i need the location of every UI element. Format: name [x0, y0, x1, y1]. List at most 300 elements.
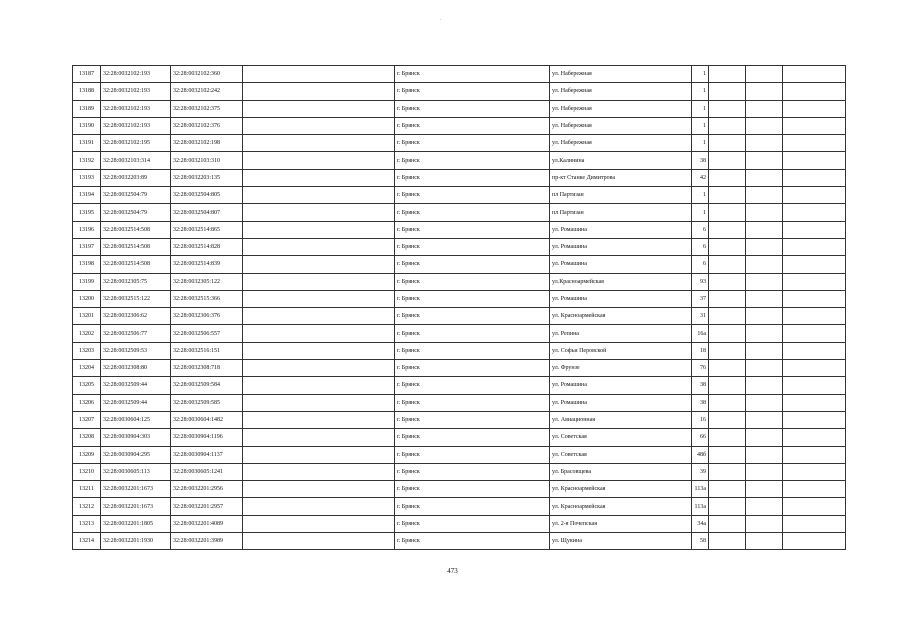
table-row	[73, 377, 846, 394]
house-number-cell: 113а	[692, 498, 709, 515]
cadastral-number-parcel: 32:28:0032102:195	[101, 135, 171, 152]
table-row	[73, 169, 846, 186]
table-row	[73, 463, 846, 480]
row-number: 13190	[73, 117, 101, 134]
empty-cell	[746, 290, 783, 307]
empty-cell	[709, 169, 746, 186]
row-number: 13193	[73, 169, 101, 186]
cadastral-number-object: 32:28:0032201:2956	[171, 481, 243, 498]
house-number-cell: 1	[692, 117, 709, 134]
empty-cell	[243, 463, 395, 480]
empty-cell	[746, 325, 783, 342]
cadastral-number-object: 32:28:0032516:151	[171, 342, 243, 359]
city-cell: г. Брянск	[395, 117, 550, 134]
cadastral-number-parcel: 32:28:0032515:122	[101, 290, 171, 307]
empty-cell	[709, 411, 746, 428]
cadastral-number-parcel: 32:28:0032305:75	[101, 273, 171, 290]
cadastral-number-object: 32:28:0030604:1482	[171, 411, 243, 428]
cadastral-number-object: 32:28:0032515:366	[171, 290, 243, 307]
empty-cell	[746, 152, 783, 169]
house-number-cell: 58	[692, 533, 709, 550]
empty-cell	[783, 204, 846, 221]
empty-cell	[709, 308, 746, 325]
empty-cell	[746, 117, 783, 134]
empty-cell	[709, 66, 746, 83]
street-cell: ул. Ромашина	[550, 256, 692, 273]
house-number-cell: 6	[692, 221, 709, 238]
empty-cell	[746, 411, 783, 428]
street-cell: ул. Красноармейская	[550, 308, 692, 325]
table-row	[73, 360, 846, 377]
table-row	[73, 135, 846, 152]
empty-cell	[243, 187, 395, 204]
cadastral-number-parcel: 32:28:0032201:1673	[101, 481, 171, 498]
empty-cell	[783, 66, 846, 83]
page-number: 473	[447, 567, 458, 575]
street-cell: ул. Набережная	[550, 117, 692, 134]
empty-cell	[709, 100, 746, 117]
cadastral-number-parcel: 32:28:0032102:193	[101, 66, 171, 83]
empty-cell	[709, 481, 746, 498]
cadastral-number-object: 32:28:0032306:376	[171, 308, 243, 325]
row-number: 13202	[73, 325, 101, 342]
city-cell: г. Брянск	[395, 308, 550, 325]
house-number-cell: 6	[692, 256, 709, 273]
street-cell: ул. Ромашина	[550, 238, 692, 255]
table-row	[73, 308, 846, 325]
street-cell: ул. Красноармейская	[550, 498, 692, 515]
cadastral-number-parcel: 32:28:0032201:1805	[101, 515, 171, 532]
empty-cell	[746, 135, 783, 152]
empty-cell	[783, 256, 846, 273]
row-number: 13206	[73, 394, 101, 411]
row-number: 13212	[73, 498, 101, 515]
empty-cell	[709, 342, 746, 359]
house-number-cell: 34а	[692, 515, 709, 532]
table-row	[73, 204, 846, 221]
house-number-cell: 38	[692, 152, 709, 169]
house-number-cell: 38	[692, 394, 709, 411]
top-mark: .	[440, 16, 442, 22]
street-cell: ул. Авиационная	[550, 411, 692, 428]
table-row	[73, 481, 846, 498]
registry-table	[72, 65, 846, 550]
street-cell: ул. Щукина	[550, 533, 692, 550]
city-cell: г. Брянск	[395, 66, 550, 83]
city-cell: г. Брянск	[395, 290, 550, 307]
cadastral-number-object: 32:28:0032102:198	[171, 135, 243, 152]
row-number: 13188	[73, 83, 101, 100]
empty-cell	[746, 533, 783, 550]
empty-cell	[746, 446, 783, 463]
empty-cell	[243, 135, 395, 152]
empty-cell	[709, 533, 746, 550]
empty-cell	[243, 325, 395, 342]
house-number-cell: 18	[692, 342, 709, 359]
row-number: 13209	[73, 446, 101, 463]
city-cell: г. Брянск	[395, 342, 550, 359]
empty-cell	[746, 221, 783, 238]
house-number-cell: 6	[692, 238, 709, 255]
empty-cell	[243, 83, 395, 100]
cadastral-number-object: 32:28:0032201:3989	[171, 533, 243, 550]
row-number: 13187	[73, 66, 101, 83]
row-number: 13197	[73, 238, 101, 255]
empty-cell	[709, 463, 746, 480]
cadastral-number-parcel: 32:28:0032509:44	[101, 377, 171, 394]
city-cell: г. Брянск	[395, 238, 550, 255]
city-cell: г. Брянск	[395, 394, 550, 411]
cadastral-number-object: 32:28:0032102:360	[171, 66, 243, 83]
empty-cell	[709, 429, 746, 446]
row-number: 13192	[73, 152, 101, 169]
empty-cell	[783, 273, 846, 290]
cadastral-number-parcel: 32:28:0032306:62	[101, 308, 171, 325]
house-number-cell: 93	[692, 273, 709, 290]
house-number-cell: 37	[692, 290, 709, 307]
street-cell: ул. Ромашина	[550, 290, 692, 307]
street-cell: ул. Набережная	[550, 135, 692, 152]
cadastral-number-object: 32:28:0032102:242	[171, 83, 243, 100]
city-cell: г. Брянск	[395, 481, 550, 498]
empty-cell	[243, 117, 395, 134]
empty-cell	[709, 515, 746, 532]
empty-cell	[709, 238, 746, 255]
house-number-cell: 42	[692, 169, 709, 186]
row-number: 13195	[73, 204, 101, 221]
house-number-cell: 1	[692, 100, 709, 117]
empty-cell	[243, 446, 395, 463]
city-cell: г. Брянск	[395, 256, 550, 273]
street-cell: ул. Брасовщева	[550, 463, 692, 480]
empty-cell	[783, 481, 846, 498]
empty-cell	[783, 187, 846, 204]
empty-cell	[243, 481, 395, 498]
empty-cell	[783, 169, 846, 186]
empty-cell	[783, 360, 846, 377]
city-cell: г. Брянск	[395, 273, 550, 290]
cadastral-number-parcel: 32:28:0032308:80	[101, 360, 171, 377]
table-row	[73, 411, 846, 428]
empty-cell	[243, 394, 395, 411]
empty-cell	[746, 377, 783, 394]
city-cell: г. Брянск	[395, 498, 550, 515]
empty-cell	[709, 135, 746, 152]
street-cell: ул. Красноармейская	[550, 481, 692, 498]
empty-cell	[783, 83, 846, 100]
empty-cell	[709, 394, 746, 411]
cadastral-number-object: 32:28:0032504:807	[171, 204, 243, 221]
empty-cell	[783, 463, 846, 480]
street-cell: ул. 2-я Почепская	[550, 515, 692, 532]
empty-cell	[709, 117, 746, 134]
empty-cell	[746, 204, 783, 221]
empty-cell	[746, 394, 783, 411]
empty-cell	[746, 169, 783, 186]
table-row	[73, 238, 846, 255]
empty-cell	[746, 66, 783, 83]
cadastral-number-object: 32:28:0032103:310	[171, 152, 243, 169]
cadastral-number-parcel: 32:28:0032201:1673	[101, 498, 171, 515]
street-cell: пр-кт Станке Димитрова	[550, 169, 692, 186]
house-number-cell: 48б	[692, 446, 709, 463]
empty-cell	[783, 515, 846, 532]
cadastral-number-object: 32:28:0032201:4089	[171, 515, 243, 532]
empty-cell	[709, 290, 746, 307]
house-number-cell: 38	[692, 377, 709, 394]
city-cell: г. Брянск	[395, 204, 550, 221]
empty-cell	[243, 411, 395, 428]
empty-cell	[783, 117, 846, 134]
empty-cell	[746, 498, 783, 515]
empty-cell	[746, 308, 783, 325]
empty-cell	[746, 481, 783, 498]
house-number-cell: 76	[692, 360, 709, 377]
empty-cell	[243, 204, 395, 221]
empty-cell	[783, 135, 846, 152]
empty-cell	[243, 515, 395, 532]
street-cell: пл Партизан	[550, 187, 692, 204]
empty-cell	[709, 446, 746, 463]
empty-cell	[709, 360, 746, 377]
cadastral-number-parcel: 32:28:0032504:79	[101, 204, 171, 221]
city-cell: г. Брянск	[395, 187, 550, 204]
street-cell: ул.Красноармейская	[550, 273, 692, 290]
cadastral-number-object: 32:28:0032514:865	[171, 221, 243, 238]
table-row	[73, 83, 846, 100]
table-row	[73, 498, 846, 515]
house-number-cell: 1	[692, 204, 709, 221]
table-row	[73, 325, 846, 342]
cadastral-number-parcel: 32:28:0032514:508	[101, 238, 171, 255]
empty-cell	[243, 169, 395, 186]
empty-cell	[709, 498, 746, 515]
city-cell: г. Брянск	[395, 100, 550, 117]
row-number: 13191	[73, 135, 101, 152]
table-body	[73, 66, 846, 550]
table-row	[73, 100, 846, 117]
row-number: 13213	[73, 515, 101, 532]
cadastral-number-object: 32:28:0032102:376	[171, 117, 243, 134]
empty-cell	[709, 187, 746, 204]
empty-cell	[243, 66, 395, 83]
empty-cell	[243, 273, 395, 290]
empty-cell	[746, 429, 783, 446]
empty-cell	[243, 290, 395, 307]
house-number-cell: 1	[692, 66, 709, 83]
empty-cell	[783, 411, 846, 428]
empty-cell	[746, 100, 783, 117]
empty-cell	[783, 308, 846, 325]
empty-cell	[746, 360, 783, 377]
empty-cell	[783, 498, 846, 515]
empty-cell	[243, 238, 395, 255]
empty-cell	[746, 342, 783, 359]
empty-cell	[746, 187, 783, 204]
cadastral-number-parcel: 32:28:0032102:193	[101, 83, 171, 100]
empty-cell	[783, 325, 846, 342]
cadastral-number-parcel: 32:28:0032504:79	[101, 187, 171, 204]
house-number-cell: 66	[692, 429, 709, 446]
street-cell: ул. Советская	[550, 429, 692, 446]
table-row	[73, 394, 846, 411]
city-cell: г. Брянск	[395, 446, 550, 463]
city-cell: г. Брянск	[395, 515, 550, 532]
row-number: 13207	[73, 411, 101, 428]
city-cell: г. Брянск	[395, 533, 550, 550]
cadastral-number-parcel: 32:28:0032103:314	[101, 152, 171, 169]
empty-cell	[243, 256, 395, 273]
street-cell: ул.Калинина	[550, 152, 692, 169]
cadastral-number-object: 32:28:0032514:828	[171, 238, 243, 255]
cadastral-number-parcel: 32:28:0030904:303	[101, 429, 171, 446]
cadastral-number-object: 32:28:0030605:1241	[171, 463, 243, 480]
table-row	[73, 429, 846, 446]
empty-cell	[783, 394, 846, 411]
row-number: 13199	[73, 273, 101, 290]
cadastral-number-object: 32:28:0032203:135	[171, 169, 243, 186]
empty-cell	[746, 515, 783, 532]
table-row	[73, 446, 846, 463]
empty-cell	[783, 429, 846, 446]
house-number-cell: 1	[692, 135, 709, 152]
street-cell: ул. Ромашина	[550, 394, 692, 411]
street-cell: ул. Фрунзе	[550, 360, 692, 377]
city-cell: г. Брянск	[395, 360, 550, 377]
street-cell: ул. Советская	[550, 446, 692, 463]
cadastral-number-parcel: 32:28:0032506:77	[101, 325, 171, 342]
empty-cell	[709, 221, 746, 238]
street-cell: ул. Ромашина	[550, 377, 692, 394]
empty-cell	[709, 377, 746, 394]
street-cell: ул. Набережная	[550, 66, 692, 83]
city-cell: г. Брянск	[395, 325, 550, 342]
cadastral-number-parcel: 32:28:0032514:508	[101, 256, 171, 273]
table-row	[73, 187, 846, 204]
cadastral-number-object: 32:28:0032305:122	[171, 273, 243, 290]
cadastral-number-object: 32:28:0032102:375	[171, 100, 243, 117]
row-number: 13208	[73, 429, 101, 446]
empty-cell	[709, 152, 746, 169]
empty-cell	[243, 377, 395, 394]
cadastral-number-object: 32:28:0032509:584	[171, 377, 243, 394]
table-row	[73, 515, 846, 532]
house-number-cell: 39	[692, 463, 709, 480]
table-row	[73, 273, 846, 290]
city-cell: г. Брянск	[395, 463, 550, 480]
empty-cell	[243, 221, 395, 238]
table-row	[73, 256, 846, 273]
table-row	[73, 221, 846, 238]
cadastral-number-object: 32:28:0032506:557	[171, 325, 243, 342]
cadastral-number-parcel: 32:28:0030904:295	[101, 446, 171, 463]
row-number: 13196	[73, 221, 101, 238]
empty-cell	[783, 290, 846, 307]
city-cell: г. Брянск	[395, 169, 550, 186]
table-row	[73, 290, 846, 307]
empty-cell	[243, 152, 395, 169]
house-number-cell: 1	[692, 83, 709, 100]
empty-cell	[243, 342, 395, 359]
city-cell: г. Брянск	[395, 411, 550, 428]
row-number: 13201	[73, 308, 101, 325]
empty-cell	[746, 463, 783, 480]
empty-cell	[243, 498, 395, 515]
cadastral-number-object: 32:28:0030904:1196	[171, 429, 243, 446]
house-number-cell: 31	[692, 308, 709, 325]
house-number-cell: 16а	[692, 325, 709, 342]
house-number-cell: 113а	[692, 481, 709, 498]
empty-cell	[709, 204, 746, 221]
city-cell: г. Брянск	[395, 152, 550, 169]
empty-cell	[783, 100, 846, 117]
table-row	[73, 342, 846, 359]
city-cell: г. Брянск	[395, 377, 550, 394]
empty-cell	[783, 238, 846, 255]
empty-cell	[709, 256, 746, 273]
cadastral-number-object: 32:28:0032504:805	[171, 187, 243, 204]
empty-cell	[746, 256, 783, 273]
cadastral-number-object: 32:28:0032514:839	[171, 256, 243, 273]
table-row	[73, 66, 846, 83]
cadastral-number-object: 32:28:0032509:585	[171, 394, 243, 411]
row-number: 13214	[73, 533, 101, 550]
cadastral-number-parcel: 32:28:0030604:125	[101, 411, 171, 428]
street-cell: ул. Софьи Перовской	[550, 342, 692, 359]
table-row	[73, 152, 846, 169]
city-cell: г. Брянск	[395, 83, 550, 100]
table-row	[73, 533, 846, 550]
row-number: 13203	[73, 342, 101, 359]
empty-cell	[243, 429, 395, 446]
house-number-cell: 1	[692, 187, 709, 204]
cadastral-number-parcel: 32:28:0032509:44	[101, 394, 171, 411]
city-cell: г. Брянск	[395, 429, 550, 446]
row-number: 13210	[73, 463, 101, 480]
row-number: 13204	[73, 360, 101, 377]
city-cell: г. Брянск	[395, 221, 550, 238]
street-cell: пл Партизан	[550, 204, 692, 221]
empty-cell	[783, 446, 846, 463]
empty-cell	[709, 273, 746, 290]
empty-cell	[783, 221, 846, 238]
empty-cell	[746, 238, 783, 255]
empty-cell	[783, 342, 846, 359]
street-cell: ул. Ромашина	[550, 221, 692, 238]
cadastral-number-object: 32:28:0032201:2957	[171, 498, 243, 515]
cadastral-number-parcel: 32:28:0032201:1930	[101, 533, 171, 550]
empty-cell	[783, 152, 846, 169]
house-number-cell: 16	[692, 411, 709, 428]
empty-cell	[746, 83, 783, 100]
empty-cell	[243, 360, 395, 377]
empty-cell	[709, 325, 746, 342]
empty-cell	[243, 308, 395, 325]
cadastral-number-object: 32:28:0032308:718	[171, 360, 243, 377]
row-number: 13200	[73, 290, 101, 307]
cadastral-number-object: 32:28:0030904:1137	[171, 446, 243, 463]
street-cell: ул. Набережная	[550, 100, 692, 117]
cadastral-number-parcel: 32:28:0032509:53	[101, 342, 171, 359]
cadastral-number-parcel: 32:28:0032514:508	[101, 221, 171, 238]
empty-cell	[243, 100, 395, 117]
table-row	[73, 117, 846, 134]
row-number: 13189	[73, 100, 101, 117]
empty-cell	[783, 377, 846, 394]
row-number: 13198	[73, 256, 101, 273]
cadastral-number-parcel: 32:28:0030605:113	[101, 463, 171, 480]
empty-cell	[783, 533, 846, 550]
